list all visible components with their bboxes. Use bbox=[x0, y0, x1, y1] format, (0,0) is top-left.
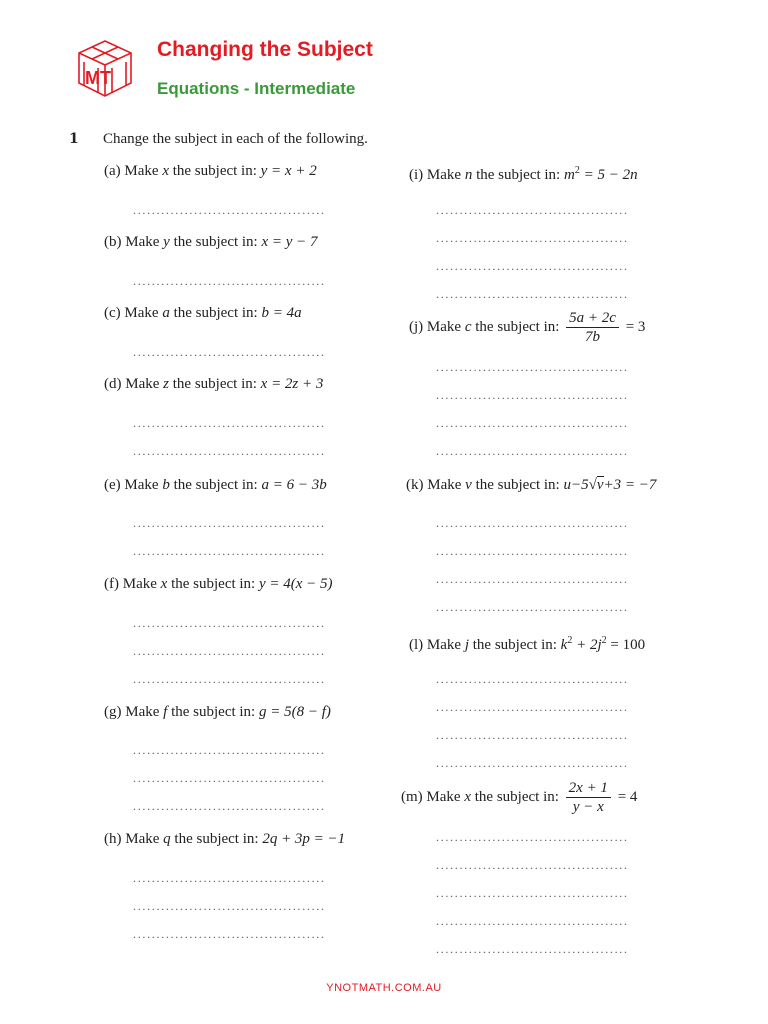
cube-logo-icon bbox=[74, 38, 136, 100]
equation: 2q + 3p = −1 bbox=[262, 831, 346, 847]
equation: x = y − 7 bbox=[261, 234, 318, 250]
answer-line[interactable]: ......................................... bbox=[436, 203, 629, 217]
svg-text:MT: MT bbox=[85, 68, 111, 88]
answer-line[interactable]: ......................................... bbox=[436, 231, 629, 245]
answer-line[interactable]: ......................................... bbox=[436, 360, 629, 374]
equation: u−5√v+3 = −7 bbox=[563, 477, 657, 493]
answer-line[interactable]: ......................................... bbox=[133, 899, 326, 913]
part-a: (a) Make x the subject in: y = x + 2 bbox=[104, 163, 317, 179]
part-e: (e) Make b the subject in: a = 6 − 3b bbox=[104, 477, 327, 493]
fraction: $\frac{2x + 1}{y - x}$ bbox=[566, 780, 611, 815]
answer-line[interactable]: ......................................... bbox=[133, 203, 326, 217]
answer-line[interactable]: ......................................... bbox=[133, 345, 326, 359]
answer-line[interactable]: ......................................... bbox=[436, 444, 629, 458]
answer-line[interactable]: ......................................... bbox=[133, 672, 326, 686]
answer-line[interactable]: ......................................... bbox=[436, 672, 629, 686]
brand-logo bbox=[74, 38, 136, 100]
answer-line[interactable]: ......................................... bbox=[436, 516, 629, 530]
part-g: (g) Make f the subject in: g = 5(8 − f) bbox=[104, 704, 331, 720]
answer-line[interactable]: ......................................... bbox=[133, 771, 326, 785]
part-i: (i) Make n the subject in: $m^2 = 5 - 2n$ bbox=[409, 165, 638, 183]
answer-line[interactable]: ......................................... bbox=[436, 756, 629, 770]
answer-line[interactable]: ......................................... bbox=[133, 444, 326, 458]
part-b: (b) Make y the subject in: x = y − 7 bbox=[104, 234, 318, 250]
answer-line[interactable]: ......................................... bbox=[133, 416, 326, 430]
answer-line[interactable]: ......................................... bbox=[436, 388, 629, 402]
part-j: (j) Make c the subject in: $\frac{5a + 2c}{7b}$ = 3 bbox=[409, 310, 646, 345]
answer-line[interactable]: ......................................... bbox=[436, 287, 629, 301]
equation: $k^2 + 2j^2 = 100$ bbox=[560, 635, 646, 653]
part-h: (h) Make q the subject in: 2q + 3p = −1 bbox=[104, 831, 346, 847]
page-title: Changing the Subject bbox=[157, 38, 373, 61]
answer-line[interactable]: ......................................... bbox=[436, 700, 629, 714]
answer-line[interactable]: ......................................... bbox=[436, 572, 629, 586]
answer-line[interactable]: ......................................... bbox=[436, 830, 629, 844]
part-m: (m) Make x the subject in: $\frac{2x + 1}{y - x}$ = 4 bbox=[401, 780, 638, 815]
page-subtitle: Equations - Intermediate bbox=[157, 79, 356, 98]
answer-line[interactable]: ......................................... bbox=[133, 799, 326, 813]
answer-line[interactable]: ......................................... bbox=[133, 544, 326, 558]
answer-line[interactable]: ......................................... bbox=[133, 516, 326, 530]
sqrt-sign: √ bbox=[588, 477, 597, 493]
question-instruction: Change the subject in each of the following. bbox=[103, 131, 368, 147]
answer-line[interactable]: ......................................... bbox=[133, 274, 326, 288]
part-f: (f) Make x the subject in: y = 4(x − 5) bbox=[104, 576, 333, 592]
equation: g = 5(8 − f) bbox=[258, 704, 331, 720]
answer-line[interactable]: ......................................... bbox=[436, 886, 629, 900]
answer-line[interactable]: ......................................... bbox=[436, 942, 629, 956]
answer-line[interactable]: ......................................... bbox=[436, 416, 629, 430]
equation: y = 4(x − 5) bbox=[258, 576, 333, 592]
part-c: (c) Make a the subject in: b = 4a bbox=[104, 305, 302, 321]
answer-line[interactable]: ......................................... bbox=[133, 871, 326, 885]
equation: a = 6 − 3b bbox=[261, 477, 327, 493]
question-number: 1 bbox=[69, 131, 79, 147]
answer-line[interactable]: ......................................... bbox=[133, 927, 326, 941]
equation: $m^2 = 5 - 2n$ bbox=[563, 165, 638, 183]
fraction: $\frac{5a + 2c}{7b}$ bbox=[566, 310, 619, 345]
part-l: (l) Make j the subject in: $k^2 + 2j^2 = 100$ bbox=[409, 635, 646, 653]
answer-line[interactable]: ......................................... bbox=[133, 743, 326, 757]
answer-line[interactable]: ......................................... bbox=[133, 644, 326, 658]
answer-line[interactable]: ......................................... bbox=[436, 914, 629, 928]
answer-line[interactable]: ......................................... bbox=[436, 259, 629, 273]
part-d: (d) Make z the subject in: x = 2z + 3 bbox=[104, 376, 324, 392]
equation: y = x + 2 bbox=[260, 163, 317, 179]
answer-line[interactable]: ......................................... bbox=[436, 728, 629, 742]
footer-website-link[interactable]: YNOTMATH.COM.AU bbox=[326, 982, 442, 994]
answer-line[interactable]: ......................................... bbox=[436, 858, 629, 872]
equation: b = 4a bbox=[261, 305, 302, 321]
answer-line[interactable]: ......................................... bbox=[133, 616, 326, 630]
part-k: (k) Make v the subject in: u−5√v+3 = −7 bbox=[406, 477, 657, 493]
answer-line[interactable]: ......................................... bbox=[436, 600, 629, 614]
answer-line[interactable]: ......................................... bbox=[436, 544, 629, 558]
equation: x = 2z + 3 bbox=[260, 376, 324, 392]
